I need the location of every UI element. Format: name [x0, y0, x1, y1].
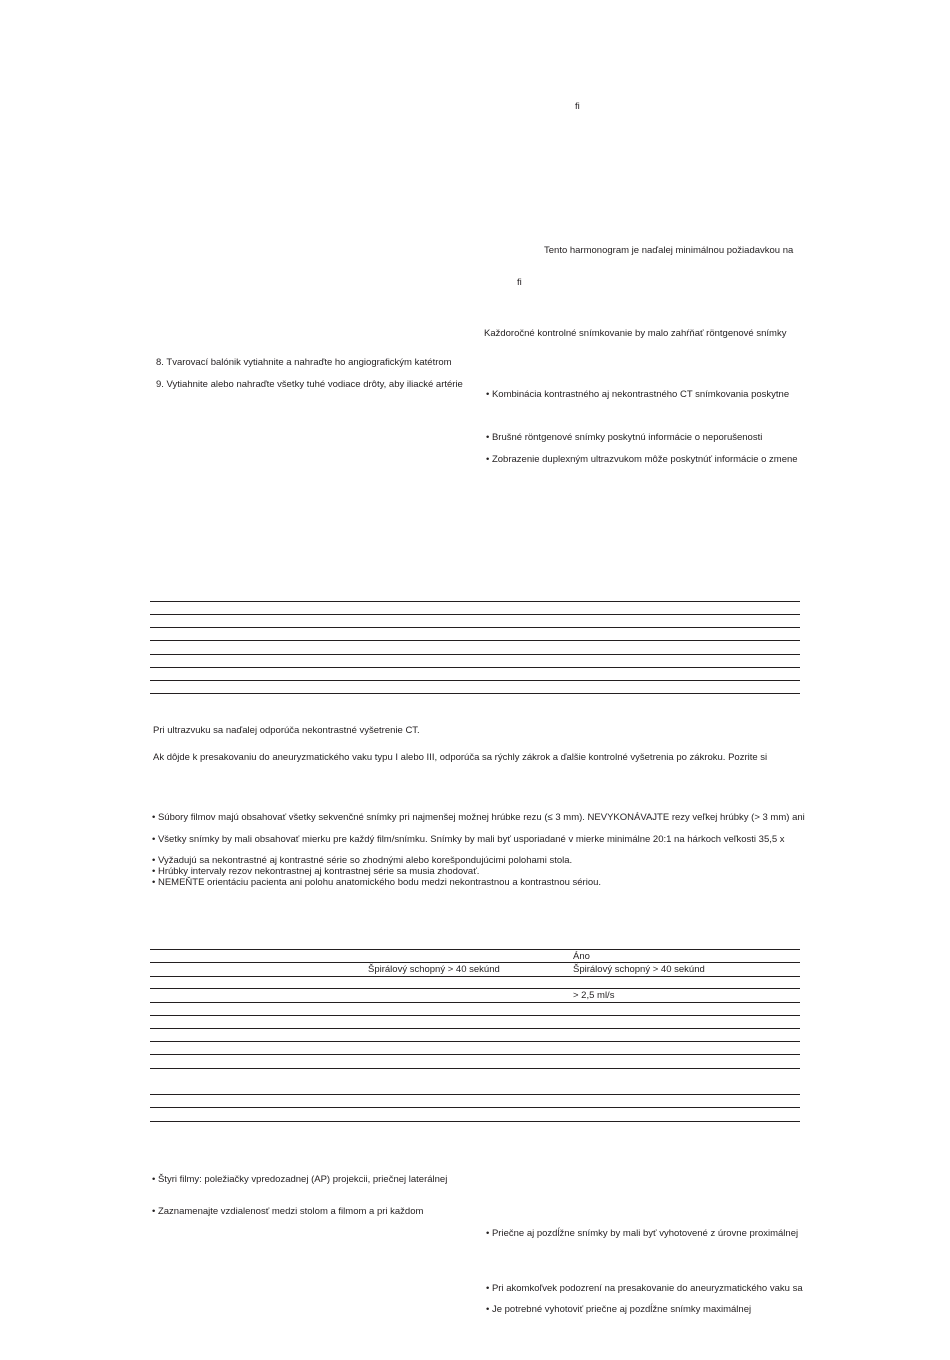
- table-rule: [150, 1002, 800, 1003]
- table-rule: [150, 976, 800, 977]
- table-cell: Áno: [573, 951, 590, 962]
- bullet-orientation: • NEMEŇTE orientáciu pacienta ani polohu anatomického bodu medzi nekontrastnou a kontrastnou sériou.: [152, 877, 602, 888]
- bullet-transverse: • Priečne aj pozdĺžne snímky by mali byť vyhotovené z úrovne proximálnej: [486, 1228, 799, 1239]
- bullet-duplex: • Zobrazenie duplexným ultrazvukom môže poskytnúť informácie o zmene: [486, 454, 798, 465]
- bullet-xray: • Brušné röntgenové snímky poskytnú informácie o neporušenosti: [486, 432, 763, 443]
- table-rule: [150, 1054, 800, 1055]
- bullet-intervals: • Hrúbky intervaly rezov nekontrastnej aj kontrastnej série sa musia zhodovať.: [152, 866, 480, 877]
- table-rule: [150, 1121, 800, 1122]
- step-9: 9. Vytiahnite alebo nahraďte všetky tuhé vodiace drôty, aby iliacké artérie: [156, 379, 463, 390]
- table-rule: [150, 1094, 800, 1095]
- table-rule: [150, 654, 800, 655]
- table-rule: [150, 1015, 800, 1016]
- bullet-ct: • Kombinácia kontrastného aj nekontrastného CT snímkovania poskytne: [486, 389, 790, 400]
- table-rule: [150, 614, 800, 615]
- table-cell: Špirálový schopný > 40 sekúnd: [368, 964, 500, 975]
- ligature-fragment: ﬁ: [575, 101, 580, 112]
- table-rule: [150, 1107, 800, 1108]
- table-rule: [150, 601, 800, 602]
- table-rule: [150, 988, 800, 989]
- table-rule: [150, 1028, 800, 1029]
- ligature-fragment: ﬁ: [517, 277, 522, 288]
- table-cell: > 2,5 ml/s: [573, 990, 615, 1001]
- table-rule: [150, 667, 800, 668]
- schedule-text: Tento harmonogram je naďalej minimálnou požiadavkou na: [544, 245, 794, 256]
- table-cell: Špirálový schopný > 40 sekúnd: [573, 964, 705, 975]
- table-rule: [150, 693, 800, 694]
- table-rule: [150, 962, 800, 963]
- table-rule: [150, 627, 800, 628]
- step-8: 8. Tvarovací balónik vytiahnite a nahraďte ho angiografickým katétrom: [156, 357, 452, 368]
- bullet-films: • Súbory filmov majú obsahovať všetky sekvenčné snímky pri najmenšej možnej hrúbke rezu (≤ 3 mm). NEVYKONÁVAJTE rezy veľkej hrúbky (> 3 mm) ani: [152, 812, 805, 823]
- ultrasound-text: Pri ultrazvuku sa naďalej odporúča nekontrastné vyšetrenie CT.: [153, 725, 420, 736]
- table-rule: [150, 1041, 800, 1042]
- bullet-scale: • Všetky snímky by mali obsahovať mierku pre každý film/snímku. Snímky by mali byť usporiadané v mierke minimálne 20:1 na hárkoch veľkosti 35,5 x: [152, 834, 785, 845]
- bullet-four-films: • Štyri filmy: poležiačky vpredozadnej (AP) projekcii, priečnej laterálnej: [152, 1174, 448, 1185]
- table-rule: [150, 949, 800, 950]
- bullet-series: • Vyžadujú sa nekontrastné aj kontrastné série so zhodnými alebo korešpondujúcimi polohami stola.: [152, 855, 573, 866]
- bullet-needed: • Je potrebné vyhotoviť priečne aj pozdĺžne snímky maximálnej: [486, 1304, 752, 1315]
- table-rule: [150, 680, 800, 681]
- bullet-record-distance: • Zaznamenajte vzdialenosť medzi stolom a filmom a pri každom: [152, 1206, 424, 1217]
- table-rule: [150, 1068, 800, 1069]
- table-rule: [150, 640, 800, 641]
- leak-text: Ak dôjde k presakovaniu do aneuryzmatického vaku typu I alebo III, odporúča sa rýchly zákrok a ďalšie kontrolné vyšetrenia po zákroku. Pozrite si: [153, 752, 768, 763]
- annual-imaging-text: Každoročné kontrolné snímkovanie by malo zahŕňať röntgenové snímky: [484, 328, 787, 339]
- bullet-suspicion: • Pri akomkoľvek podozrení na presakovanie do aneuryzmatického vaku sa: [486, 1283, 803, 1294]
